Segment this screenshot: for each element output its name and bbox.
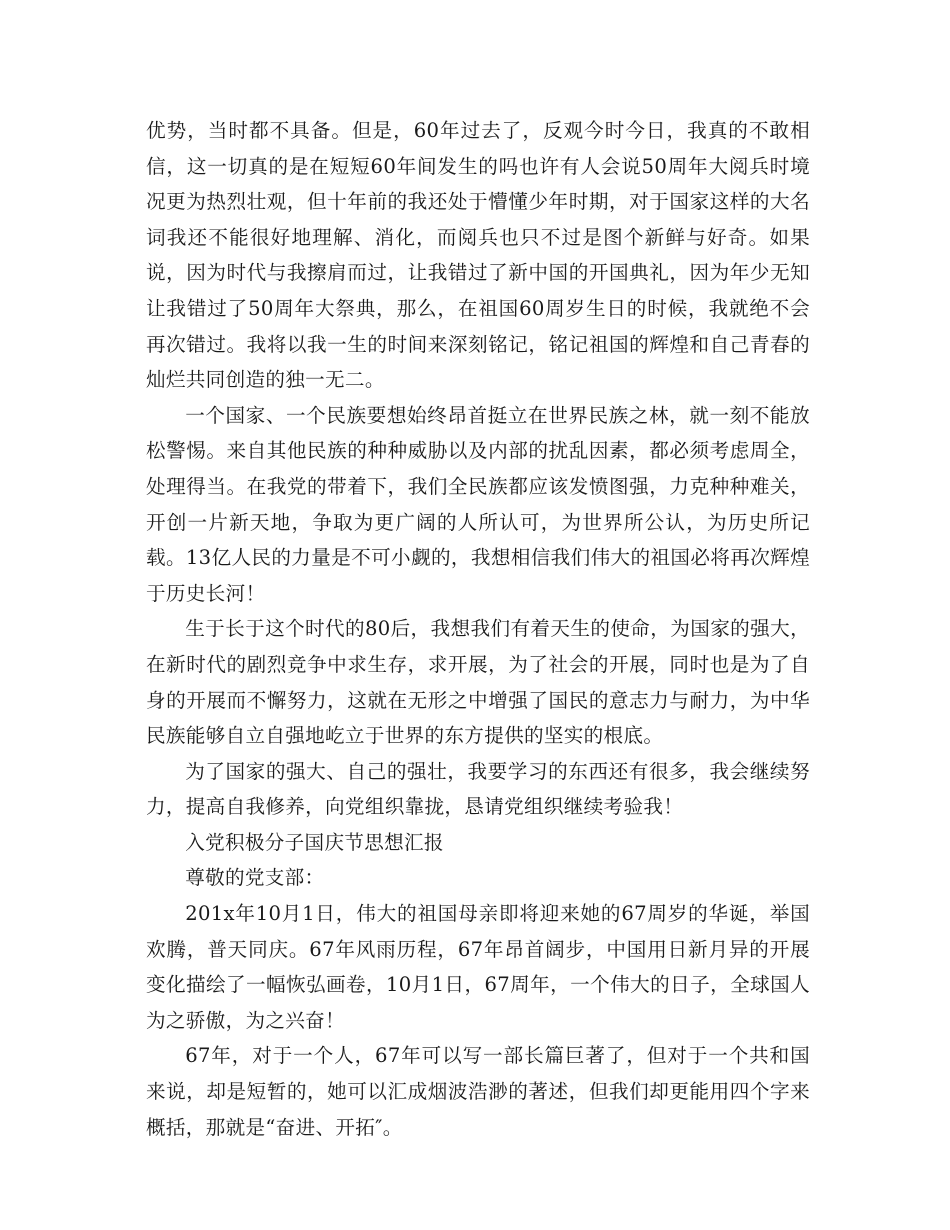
- paragraph: 为了国家的强大、自己的强壮，我要学习的东西还有很多，我会继续努力，提高自我修养，向党组织靠拢，恳请党组织继续考验我！: [146, 759, 810, 819]
- report-title: 入党积极分子国庆节思想汇报: [185, 830, 444, 854]
- paragraph: 201x年10月1日，伟大的祖国母亲即将迎来她的67周岁的华诞，举国欢腾，普天同庆。67年风雨历程，67年昂首阔步，中国用日新月异的开展变化描绘了一幅恢弘画卷，10月1日，67周年，一个伟大的日子，全球国人为之骄傲，为之兴奋！: [146, 902, 810, 1032]
- salutation: 尊敬的党支部：: [185, 866, 325, 890]
- document-page: [146, 113, 810, 1145]
- paragraph: 67年，对于一个人，67年可以写一部长篇巨著了，但对于一个共和国来说，却是短暂的，她可以汇成烟波浩渺的著述，但我们却更能用四个字来概括，那就是“奋进、开拓″。: [146, 1044, 810, 1139]
- paragraph-continued: 优势，当时都不具备。但是，60年过去了，反观今时今日，我真的不敢相信，这一切真的是在短短60年间发生的吗也许有人会说50周年大阅兵时境况更为热烈壮观，但十年前的我还处于懵懂少年时期，对于国家这样的大名词我还不能很好地理解、消化，而阅兵也只不过是图个新鲜与好奇。如果说，因为时代与我擦肩而过，让我错过了新中国的开国典礼，因为年少无知让我错过了50周年大祭典，那么，在祖国60周岁生日的时候，我就绝不会再次错过。我将以我一生的时间来深刻铭记，铭记祖国的辉煌和自己青春的灿烂共同创造的独一无二。: [146, 119, 810, 392]
- paragraph: 生于长于这个时代的80后，我想我们有着天生的使命，为国家的强大，在新时代的剧烈竞争中求生存，求开展，为了社会的开展，同时也是为了自身的开展而不懈努力，这就在无形之中增强了国民的意志力与耐力，为中华民族能够自立自强地屹立于世界的东方提供的坚实的根底。: [146, 617, 810, 748]
- paragraph: 一个国家、一个民族要想始终昂首挺立在世界民族之林，就一刻不能放松警惕。来自其他民族的种种威胁以及内部的扰乱因素，都必须考虑周全，处理得当。在我党的带着下，我们全民族都应该发愤图强，力克种种难关，开创一片新天地，争取为更广阔的人所认可，为世界所公认，为历史所记载。13亿人民的力量是不可小觑的，我想相信我们伟大的祖国必将再次辉煌于历史长河！: [146, 403, 810, 605]
